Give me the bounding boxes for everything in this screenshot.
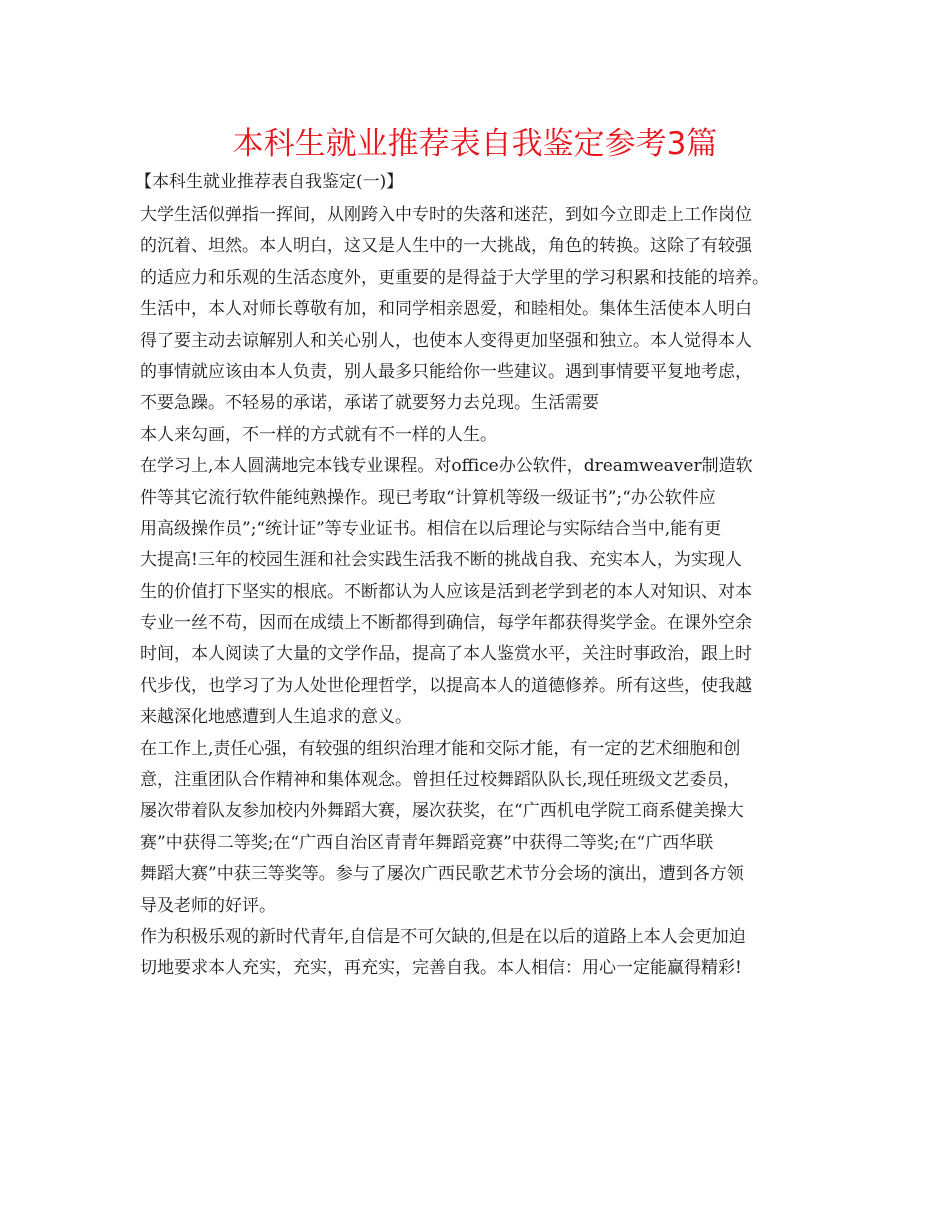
text-line: 生活中，本人对师长尊敬有加，和同学相亲恩爱，和睦相处。集体生活使本人明白 xyxy=(140,299,752,320)
text-line: 用高级操作员”;“统计证”等专业证书。相信在以后理论与实际结合当中,能有更 xyxy=(140,518,722,539)
text-line: 切地要求本人充实，充实，再充实，完善自我。本人相信：用心一定能赢得精彩! xyxy=(140,958,742,979)
text-line: 赛”中获得二等奖;在“广西自治区青青年舞蹈竞赛”中获得二等奖;在“广西华联 xyxy=(140,832,714,853)
section-heading: 【本科生就业推荐表自我鉴定(一)】 xyxy=(135,172,404,192)
text-line: 意，注重团队合作精神和集体观念。曾担任过校舞蹈队队长,现任班级文艺委员， xyxy=(140,770,741,791)
text-line: 导及老师的好评。 xyxy=(140,895,276,916)
paragraph-life xyxy=(140,200,830,420)
text-line: 得了要主动去谅解别人和关心别人，也使本人变得更加坚强和独立。本人觉得本人 xyxy=(140,330,752,351)
text-line: 在工作上,责任心强，有较强的组织治理才能和交际才能，有一定的艺术细胞和创 xyxy=(140,738,741,759)
text-line: 的沉着、坦然。本人明白，这又是人生中的一大挑战，角色的转换。这除了有较强 xyxy=(140,236,752,257)
paragraph-study xyxy=(140,451,830,734)
document-body xyxy=(140,200,830,985)
text-line: 大学生活似弹指一挥间，从刚跨入中专时的失落和迷茫，到如今立即走上工作岗位 xyxy=(140,205,752,225)
text-line: 大提高!三年的校园生涯和社会实践生活我不断的挑战自我、充实本人，为实现人 xyxy=(140,550,742,571)
document-title: 本科生就业推荐表自我鉴定参考3篇 xyxy=(232,126,718,162)
text-line: 作为积极乐观的新时代青年,自信是不可欠缺的,但是在以后的道路上本人会更加迫 xyxy=(140,926,746,947)
text-line: 件等其它流行软件能纯熟操作。现已考取“计算机等级一级证书”;“办公软件应 xyxy=(140,487,716,508)
text-line: 来越深化地感遭到人生追求的意义。 xyxy=(140,707,412,728)
text-line: 本人来勾画，不一样的方式就有不一样的人生。 xyxy=(140,424,497,445)
text-line: 屡次带着队友参加校内外舞蹈大赛，屡次获奖，在“广西机电学院工商系健美操大 xyxy=(140,801,744,822)
text-line: 生的价值打下坚实的根底。不断都认为人应该是活到老学到老的本人对知识、对本 xyxy=(140,581,752,602)
text-line: 不要急躁。不轻易的承诺，承诺了就要努力去兑现。生活需要 xyxy=(140,393,599,414)
paragraph-conclusion xyxy=(140,922,830,985)
text-line: 代步伐，也学习了为人处世伦理哲学，以提高本人的道德修养。所有这些，使我越 xyxy=(140,675,752,696)
paragraph-life-continued xyxy=(140,420,830,451)
text-line: 时间，本人阅读了大量的文学作品，提高了本人鉴赏水平，关注时事政治，跟上时 xyxy=(140,644,752,665)
text-line: 在学习上,本人圆满地完本钱专业课程。对office办公软件，dreamweaver制造软 xyxy=(140,456,753,477)
paragraph-work xyxy=(140,734,830,922)
text-line: 专业一丝不苟，因而在成绩上不断都得到确信，每学年都获得奖学金。在课外空余 xyxy=(140,613,752,634)
text-line: 的事情就应该由本人负责，别人最多只能给你一些建议。遇到事情要平复地考虑， xyxy=(140,361,752,382)
text-line: 的适应力和乐观的生活态度外，更重要的是得益于大学里的学习积累和技能的培养。 xyxy=(140,267,769,288)
text-line: 舞蹈大赛”中获三等奖等。参与了屡次广西民歌艺术节分会场的演出，遭到各方领 xyxy=(140,864,744,885)
